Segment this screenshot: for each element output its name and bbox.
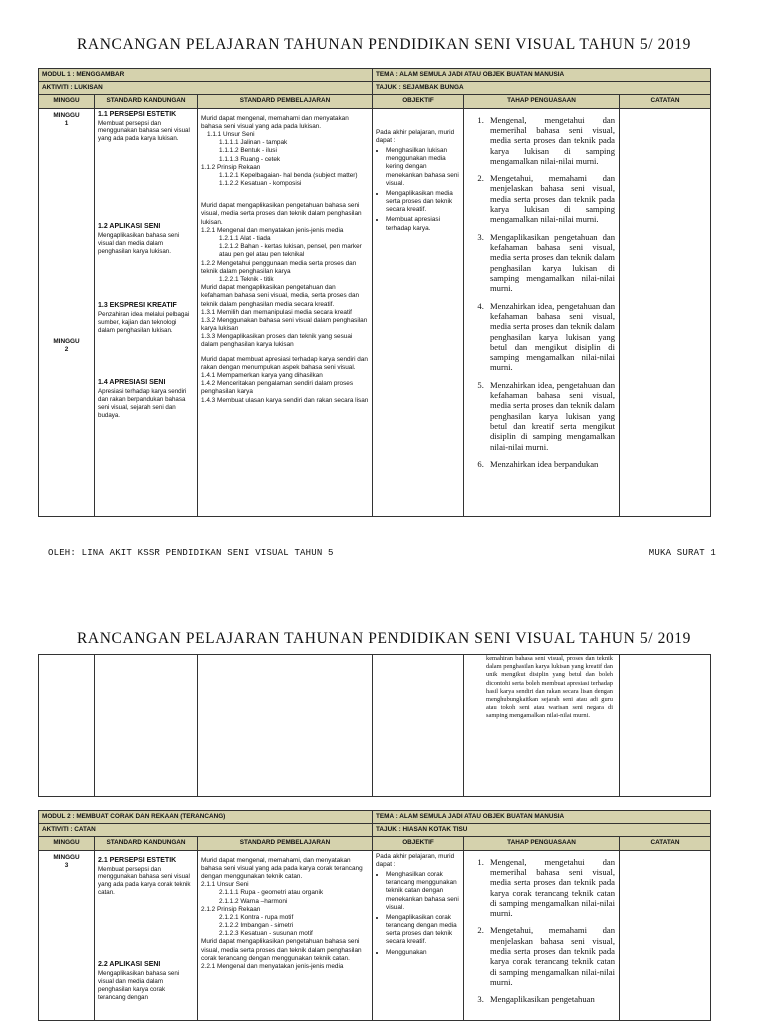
list-item: 1. Mengenal, mengetahui dan memerihal bahasa seni visual, media serta proses dan teknik pada karya corak terancang teknik catan di samping mengamalkan nilai-nilai murni.	[486, 857, 615, 919]
activity-label: AKTIVITI : CATAN	[39, 824, 373, 837]
col-sk: STANDARD KANDUNGAN	[95, 95, 198, 108]
catatan-cell	[620, 108, 711, 516]
table-row	[39, 655, 711, 797]
topic-label: TAJUK : HIASAN KOTAK TISU	[373, 824, 711, 837]
sp-text: Murid dapat mengaplikasikan pengetahuan dan kefahaman bahasa seni visual, media, serta proses dan teknik dalam penghasilan media secara kreatif.	[201, 284, 360, 308]
list-item: 6. Menzahirkan idea berpandukan	[486, 459, 615, 469]
list-item: 5. Menzahirkan idea, pengetahuan dan kefahaman bahasa seni visual, media serta proses dan teknik dalam penghasilan karya lukisan yang betul dan kreatif serta mengikut disiplin di samping mengamalkan nilai-nilai murni.	[486, 380, 615, 452]
sp-text: 1.4.2 Menceritakan pengalaman sendiri dalam proses penghasilan karya	[201, 380, 354, 396]
standard-pembelajaran-cell	[198, 108, 373, 516]
activity-label: AKTIVITI : LUKISAN	[39, 82, 373, 95]
sk-title: 2.2 APLIKASI SENI	[98, 961, 161, 969]
sp-text: Murid dapat mengenal, memahami dan menyatakan bahasa seni visual yang ada pada lukisan.	[201, 114, 349, 130]
list-item: • Menghasilkan lukisan menggunakan media kering dengan menekankan bahasa seni visual.	[386, 147, 460, 188]
sp-text: 2.1.1.2 Warna –harmoni	[219, 897, 288, 905]
tp-list	[468, 857, 615, 1005]
sp-text: 1.1.1.1 Jalinan - tampak	[219, 139, 288, 147]
theme-label: TEMA : ALAM SEMULA JADI ATAU OBJEK BUATAN MANUSIA	[373, 69, 711, 82]
col-sp: STANDARD PEMBELAJARAN	[198, 837, 373, 850]
list-item: • Membuat apresiasi terhadap karya.	[386, 216, 460, 232]
sp-text: 1.1.1.3 Ruang - cetek	[219, 155, 281, 163]
sp-text: 1.1.1 Unsur Seni	[207, 130, 255, 138]
sp-text: Murid dapat membuat apresiasi terhadap karya sendiri dan rakan dengan menumpukan aspek bahasa seni visual.	[201, 355, 368, 371]
sp-text: Murid dapat mengaplikasikan pengetahuan bahasa seni visual, media serta proses dan teknik dalam penghasilan lukisan.	[201, 202, 362, 226]
tp-list	[468, 115, 615, 470]
week-2-label: MINGGU 2	[53, 337, 80, 354]
footer-page-number: MUKA SURAT 1	[648, 548, 716, 558]
footer-author: OLEH: LINA AKIT KSSR PENDIDIKAN SENI VISUAL TAHUN 5	[48, 548, 334, 558]
catatan-cell	[620, 850, 711, 1020]
col-minggu: MINGGU	[39, 95, 95, 108]
list-item: 3. Mengaplikasikan pengetahuan	[486, 994, 615, 1004]
week-cell	[39, 108, 95, 516]
sp-text: 2.1.2.2 Imbangan - simetri	[219, 922, 294, 930]
sk-text: Mengaplikasikan bahasa seni visual dan media dalam penghasilan karya corak terancang dengan	[98, 970, 180, 1002]
sk-title: 1.3 EKSPRESI KREATIF	[98, 302, 177, 310]
sp-text: 1.1.2.2 Kesatuan - komposisi	[219, 180, 302, 188]
sp-text: 2.1.2.1 Kontra - rupa motif	[219, 913, 294, 921]
sp-text: 1.3.3 Mengaplikasikan proses dan teknik yang sesuai dalam penghasilan karya lukisan	[201, 333, 353, 349]
objektif-intro: Pada akhir pelajaran, murid dapat :	[376, 852, 455, 868]
sp-text: 1.2.2.1 Teknik - titik	[219, 275, 274, 283]
continuation-table	[38, 654, 711, 797]
col-objektif: OBJEKTIF	[373, 95, 464, 108]
objektif-list	[376, 871, 460, 957]
sk-title: 1.1 PERSEPSI ESTETIK	[98, 110, 177, 118]
table-row	[39, 850, 711, 1020]
list-item: 4. Menzahirkan idea, pengetahuan dan kefahaman bahasa seni visual, media serta proses dan teknik dalam penghasilan karya lukisan yang betul dan mengikut disiplin di samping mengamalkan nilai-nilai murni.	[486, 301, 615, 373]
sp-text: 1.1.1.2 Bentuk - ilusi	[219, 147, 277, 155]
col-catatan: CATATAN	[620, 837, 711, 850]
table-row	[39, 108, 711, 516]
sp-text: 2.1.2.3 Kesatuan - susunan motif	[219, 930, 313, 938]
tahap-penguasaan-cell	[464, 108, 620, 516]
objektif-cell	[373, 108, 464, 516]
objektif-list	[376, 147, 460, 233]
sp-text: Murid dapat mengaplikasikan pengetahuan bahasa seni visual, media serta proses dan teknik dalam penghasilan corak terancang dengan menggunakan teknik catan.	[201, 938, 362, 962]
list-item: • Menggunakan	[386, 949, 460, 957]
tahap-penguasaan-cell	[464, 850, 620, 1020]
standard-kandungan-cell	[95, 108, 198, 516]
list-item: • Mengaplikasikan corak terancang dengan media serta proses dan teknik secara kreatif.	[386, 914, 460, 947]
col-minggu: MINGGU	[39, 837, 95, 850]
sp-text: 1.2.2 Mengetahui penggunaan media serta proses dan teknik dalam penghasilan karya	[201, 259, 357, 275]
module-1-table	[38, 68, 711, 517]
sp-text: 2.1.1 Unsur Seni	[201, 881, 249, 889]
list-item: 2. Mengetahui, memahami dan menjelaskan bahasa seni visual, media serta proses dan teknik pada karya lukisan di samping mengamalkan nilai-nilai murni.	[486, 173, 615, 225]
sp-text: 1.4.1 Mempamerkan karya yang dihasilkan	[201, 372, 323, 379]
col-tp: TAHAP PENGUASAAN	[464, 95, 620, 108]
sk-title: 2.1 PERSEPSI ESTETIK	[98, 856, 177, 864]
sk-text: Apresiasi terhadap karya sendiri dan rakan berpandukan bahasa seni visual, sejarah seni dan budaya.	[98, 387, 187, 419]
objektif-cell	[373, 850, 464, 1020]
sp-text: 1.2.1.2 Bahan - kertas lukisan, pensel, pen marker atau pen gel atau pen teknikal	[219, 243, 362, 259]
module-2-table	[38, 810, 711, 1021]
list-item: 2. Mengetahui, memahami dan menjelaskan bahasa seni visual, media serta proses dan teknik pada karya corak terancang teknik catan di samping mengamalkan nilai-nilai murni.	[486, 925, 615, 987]
week-3-label: MINGGU 3	[53, 853, 80, 869]
sp-text: 1.1.2 Prinsip Rekaan	[201, 163, 261, 171]
sk-title: 1.4 APRESIASI SENI	[98, 378, 166, 386]
sk-title: 1.2 APLIKASI SENI	[98, 223, 161, 231]
sp-text: 2.1.1.1 Rupa - geometri atau organik	[219, 889, 324, 897]
sp-text: Murid dapat mengenal, memahami, dan menyatakan bahasa seni visual yang ada pada karya corak terancang dengan menggunakan teknik catan.	[201, 856, 363, 880]
sp-text: 2.1.2 Prinsip Rekaan	[201, 905, 261, 913]
list-item: 3. Mengaplikasikan pengetahuan dan kefahaman bahasa seni visual, media serta proses dan teknik dalam penghasilan karya lukisan di samping mengamalkan nilai-nilai murni.	[486, 232, 615, 294]
sk-text: Penzahiran idea melalui pelbagai sumber, kajian dan teknologi dalam penghasilan lukisan.	[98, 311, 190, 334]
theme-label: TEMA : ALAM SEMULA JADI ATAU OBJEK BUATAN MANUSIA	[373, 811, 711, 824]
module-label: MODUL 1 : MENGGAMBAR	[39, 69, 373, 82]
col-tp: TAHAP PENGUASAAN	[464, 837, 620, 850]
week-1-label: MINGGU 1	[53, 111, 80, 127]
topic-label: TAJUK : SEJAMBAK BUNGA	[373, 82, 711, 95]
col-catatan: CATATAN	[620, 95, 711, 108]
list-item: • Menghasilkan corak terancang menggunakan teknik catan dengan menekankan bahasa seni visual.	[386, 871, 460, 912]
sp-text: 1.1.2.1 Kepelbagaian- hal benda (subject matter)	[219, 171, 358, 179]
page-title: RANCANGAN PELAJARAN TAHUNAN PENDIDIKAN SENI VISUAL TAHUN 5/ 2019	[76, 36, 691, 53]
page-title: RANCANGAN PELAJARAN TAHUNAN PENDIDIKAN SENI VISUAL TAHUN 5/ 2019	[76, 630, 691, 647]
tp-continuation: kemahiran bahasa seni visual, proses dan teknik dalam penghasilan karya lukisan yang kreatif dan unik mengikut disiplin yang betul dan boleh dicontohi serta boleh membuat apresiasi terhadap hasil karya sendiri dan rakan secara lisan dengan menghubungkaitkan sejarah seni atau adi guru atau tokoh seni atau warisan seni negara di samping mengamalkan nilai-nilai murni.	[464, 655, 620, 797]
sp-text: 1.4.3 Membuat ulasan karya sendiri dan rakan secara lisan	[201, 396, 369, 404]
col-sk: STANDARD KANDUNGAN	[95, 837, 198, 850]
week-cell	[39, 850, 95, 1020]
objektif-intro: Pada akhir pelajaran, murid dapat :	[376, 128, 455, 144]
sp-text: 1.2.1 Mengenal dan menyatakan jenis-jenis media	[201, 226, 344, 234]
sk-text: Mengaplikasikan bahasa seni visual dan media dalam penghasilan karya lukisan.	[98, 232, 180, 256]
sp-text: 1.3.2 Menggunakan bahasa seni visual dalam penghasilan karya lukisan	[201, 316, 368, 333]
list-item: 1. Mengenal, mengetahui dan memerihal bahasa seni visual, media serta proses dan teknik pada karya lukisan di samping mengamalkan nilai-nilai murni.	[486, 115, 615, 167]
list-item: • Mengaplikasikan media serta proses dan teknik secara kreatif.	[386, 190, 460, 215]
module-label: MODUL 2 : MEMBUAT CORAK DAN REKAAN (TERANCANG)	[39, 811, 373, 824]
col-sp: STANDARD PEMBELAJARAN	[198, 95, 373, 108]
standard-kandungan-cell	[95, 850, 198, 1020]
sp-text: 1.2.1.1 Alat - tiada	[219, 235, 271, 242]
standard-pembelajaran-cell	[198, 850, 373, 1020]
sp-text: 2.2.1 Mengenal dan menyatakan jenis-jenis media	[201, 963, 344, 970]
sk-text: Membuat persepsi dan menggunakan bahasa seni visual yang ada pada karya corak teknik catan.	[98, 865, 191, 897]
col-objektif: OBJEKTIF	[373, 837, 464, 850]
sk-text: Membuat persepsi dan menggunakan bahasa seni visual yang ada pada karya lukisan.	[98, 119, 190, 143]
sp-text: 1.3.1 Memilih dan memanipulasi media secara kreatif	[201, 308, 352, 316]
